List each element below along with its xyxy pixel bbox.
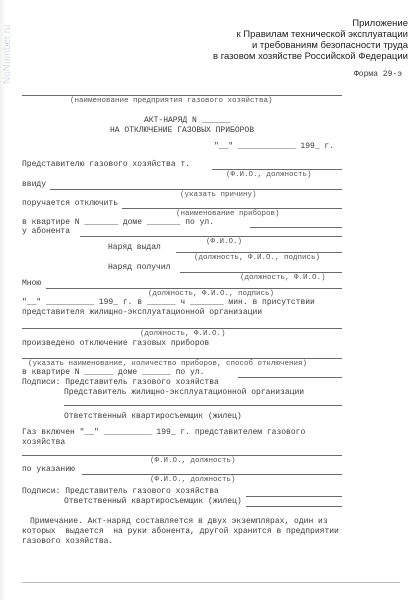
appendix-line-2: и требованиям безопасности труда [251,40,408,51]
note-line-3: газового хозяйства. [22,537,114,546]
note-line-2: которых выдается на руки абонента, другой хранится в предприятии [22,527,339,536]
issued-line[interactable] [176,252,342,253]
housing-rep-line: представителя жилищно-эксплуатационной организации [22,308,263,317]
tenant-label: Ответственный квартиросъемщик (жилец) [64,412,242,421]
issued-label: Наряд выдал [108,243,161,252]
rep-name-line[interactable] [212,169,342,170]
appendix-line-1: к Правилам технической эксплуатации [236,29,408,40]
note-line-1: Примечание. Акт-наряд составляется в двух экземплярах, один из [30,517,328,526]
act-date: "__" ____________ 199_ г. [214,142,335,151]
street-line-2[interactable] [238,377,342,378]
instruction-label: по указанию [22,465,75,474]
gas-on-caption: (Ф.И.О., должность) [150,457,236,465]
appendix-line-3: в газовом хозяйстве Российской Федерации [213,51,408,62]
received-label: Наряд получил [108,263,171,272]
method-line[interactable] [22,358,342,359]
page-edge-shadow [0,0,6,600]
page-bottom-rule [22,582,400,583]
me-line[interactable] [46,288,342,289]
subscriber-line[interactable] [80,236,342,237]
issued-caption: (должность, Ф.И.О., подпись) [194,254,321,262]
order-label: поручается отключить [22,199,119,208]
gas-on-line-2: хозяйства [22,438,66,447]
housing-caption: (должность, Ф.И.О.) [140,330,226,338]
sign2-gas-line[interactable] [246,496,342,497]
title-line-1: АКТ-НАРЯД N ______ [144,116,231,125]
me-label: Мною [22,279,42,288]
address-line: в квартире N _______ доме _______ по ул. [22,218,215,227]
reason-caption: (указать причину) [180,191,257,199]
rep-caption: (Ф.И.О., должность) [226,171,312,179]
received-caption: (должность, Ф.И.О.) [240,274,326,282]
method-caption: (указать наименование, количество приборов, способ отключения) [28,360,308,368]
housing-rep-name-line[interactable] [22,328,342,329]
reason-line[interactable] [50,189,342,190]
gas-on-line: Газ включен "__" __________ 199_ г. представителем газового [22,428,306,437]
watermark-text: NoNumber.ru [2,24,13,84]
form-number: Форма 29-э [353,70,402,79]
devices-line[interactable] [122,208,342,209]
tenant2-line[interactable] [246,506,342,507]
appendix-label: Приложение [352,18,408,29]
devices-caption: (наименование приборов) [176,210,280,218]
org-name-caption: (наименование предприятия газового хозяйства) [70,97,273,105]
tenant2-label: Ответственный квартиросъемщик (жилец) [64,497,242,506]
sign-gas-label: Подписи: Представитель газового хозяйства [22,378,219,387]
time-line: "__" __________ 199_ г. в ______ ч _______ мин. в присутствии [22,298,315,307]
gas-on-name-line[interactable] [22,455,342,456]
rep-label: Представителю газового хозяйства т. [22,160,191,169]
subscriber-caption: (Ф.И.О.) [206,238,243,246]
org-name-line[interactable] [22,95,342,96]
title-line-2: НА ОТКЛЮЧЕНИЕ ГАЗОВЫХ ПРИБОРОВ [110,126,255,135]
sign-housing-line[interactable] [64,405,342,406]
reason-label: ввиду [22,180,47,189]
watermark [0,6,18,90]
street-line[interactable] [250,227,342,228]
subscriber-label: у абонента [22,227,71,236]
done-label: произведено отключение газовых приборов [22,339,210,348]
sign-housing-label: Представитель жилищно-эксплуатационной организации [64,388,305,397]
received-line[interactable] [180,272,342,273]
instruction-line[interactable] [82,474,342,475]
address-line-2: в квартире N ______ доме ______ по ул. [22,368,205,377]
me-caption: (должность, Ф.И.О., подпись) [148,290,275,298]
instruction-caption: (Ф.И.О., должность) [150,476,236,484]
sign2-gas-label: Подписи: Представитель газового хозяйства [22,487,219,496]
